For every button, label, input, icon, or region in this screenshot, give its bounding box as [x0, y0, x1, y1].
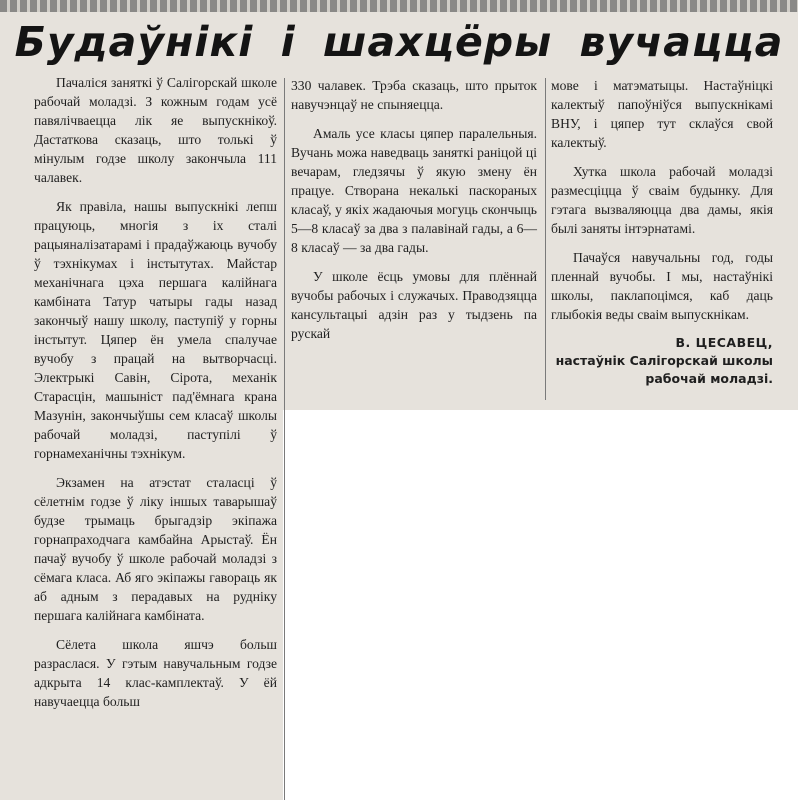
- column-divider: [284, 78, 285, 800]
- column-divider: [545, 78, 546, 400]
- paragraph: Экзамен на атэстат сталасці ў сёлетнім годзе ў ліку іншых таварышаў будзе трымаць брыгадзір экіпажа горнапраходчага камбайна Арыстаў. Ён пачаў вучобу ў школе рабочай моладзі з сёмага класа. Аб яго экіпажы гавораць як аб адным з перадавых на рудніку першага калійнага камбіната.: [34, 475, 277, 623]
- article-column-1: [34, 73, 277, 721]
- paragraph: мове і матэматыцы. Настаўніцкі калектыў папоўніўся выпускнікамі ВНУ, і цяпер тут склаўся свой калектыў.: [551, 78, 773, 150]
- paragraph: Амаль усе класы цяпер паралельныя. Вучань можа наведваць заняткі раніцой ці вечарам, гледзячы ў якую змену ён працуе. Створана некалькі паскораных класаў, у якіх жадаючыя могуць скончыць 5—8 класаў за два з палавінай гады, а 6—8 класаў — за два гады.: [291, 126, 537, 255]
- article-column-2: [291, 76, 537, 353]
- paragraph: Пачаліся заняткі ў Салігорскай школе рабочай моладзі. З кожным годам усё павялічваецца лік яе выпускнікоў. Дастаткова сказаць, што толькі ў мінулым годзе школу закончыла 111 чалавек.: [34, 75, 277, 185]
- article-column-3: [551, 76, 773, 388]
- article-headline: Будаўнікі і шахцёры вучацца: [14, 18, 784, 66]
- paragraph: У школе ёсць умовы для плённай вучобы рабочых і служачых. Праводзяцца кансультацыі адзін раз у тыдзень па рускай: [291, 269, 537, 341]
- paragraph: Хутка школа рабочай моладзі размесціцца ў сваім будынку. Для гэтага вызваляюцца два дамы, якія былі заняты інтэрнатамі.: [551, 164, 773, 236]
- author-name: В. ЦЕСАВЕЦ,: [675, 335, 773, 350]
- paragraph: Як правіла, нашы выпускнікі лепш працуюць, многія з іх сталі рацыяналізатарамі і прадаўжаюць вучобу ў тэхнікумах і інстытутах. Майстар механічнага цэха першага калійнага камбіната Татур чатыры гады назад закончыў нашу школу, паступіў у горны інстытут. Цяпер ён умела спалучае вучобу з працай на вытворчасці. Электрыкі Савін, Сірота, механік Старасцін, машыніст пад'ёмнага крана Мазунін, закончыўшы сем класаў школы рабочай моладзі, паступілі ў горнамеханічны тэхнікум.: [34, 199, 277, 461]
- paragraph: Пачаўся навучальны год, годы пленнай вучобы. І мы, настаўнікі школы, паклапоцімся, каб даць глыбокія веды сваім выпускнікам.: [551, 250, 773, 322]
- paragraph: Сёлета школа яшчэ больш разраслася. У гэтым навучальным годзе адкрыта 14 клас-камплектаў. У ёй навучаецца больш: [34, 637, 277, 709]
- author-signature: [551, 334, 773, 388]
- masthead-strip: [0, 0, 798, 12]
- author-role: настаўнік Салігорскай школы рабочай моладзі.: [555, 353, 773, 386]
- paragraph: 330 чалавек. Трэба сказаць, што прыток навучэнцаў не спыняецца.: [291, 78, 537, 112]
